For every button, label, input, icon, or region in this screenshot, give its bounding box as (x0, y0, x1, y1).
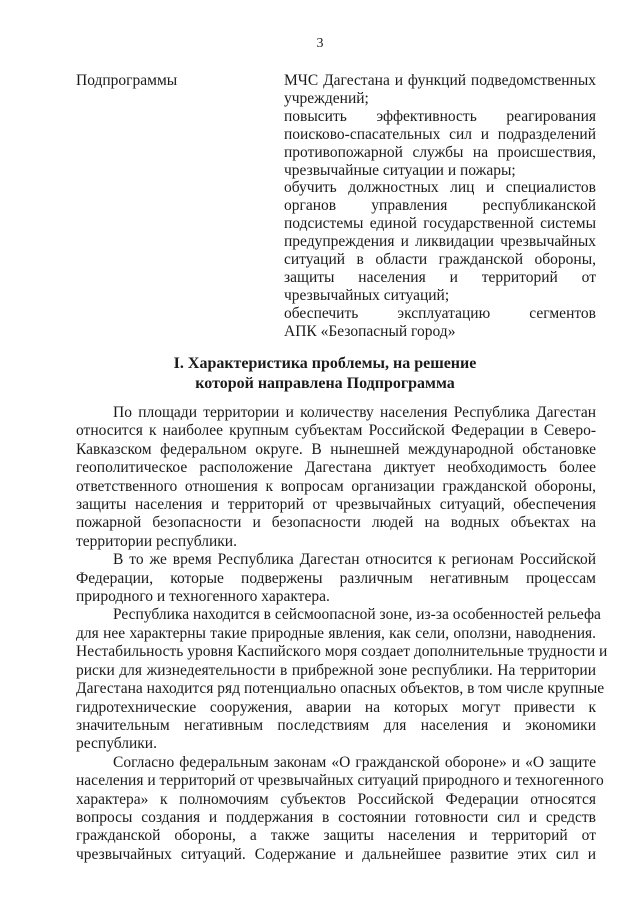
body-line: геополитическое расположение Дагестана диктует необходимость более (76, 459, 596, 477)
page-number: 3 (316, 36, 324, 51)
body-line: относится к наиболее крупным субъектам Российской Федерации в Северо- (76, 422, 596, 440)
body-line: Кавказском федеральном округе. В нынешней международной обстановке (76, 440, 596, 458)
goal-line: АПК «Безопасный город» (284, 322, 456, 340)
goal-line: учреждений; (284, 89, 369, 107)
body-line: По площади территории и количеству населения Республика Дагестан (113, 404, 596, 421)
body-line: природного и техногенного характера. (76, 588, 330, 606)
body-line: для нее характерны такие природные явления, как сели, оползни, наводнения. (76, 624, 596, 642)
goals-column (284, 72, 596, 341)
body-line: республики. (76, 735, 157, 753)
body-text (76, 404, 608, 864)
body-line: Нестабильность уровня Каспийского моря создает дополнительные трудности и (76, 643, 608, 661)
goal-line: обеспечить эксплуатацию сегментов (284, 304, 596, 322)
body-line: гражданской обороны, а также защиты населения и территорий от (76, 827, 596, 845)
goal-line: предупреждения и ликвидации чрезвычайных (284, 233, 596, 251)
goal-line: защиты населения и территорий от (284, 268, 596, 286)
body-line: территории республики. (76, 532, 237, 550)
body-line: Согласно федеральным законам «О гражданской обороне» и «О защите (113, 753, 596, 771)
heading-line-2: которой направлена Подпрограмма (195, 375, 455, 392)
goal-line: противопожарной службы на происшествия, (284, 143, 596, 161)
goal-line: МЧС Дагестана и функций подведомственных (284, 72, 596, 89)
section-label: Подпрограммы (76, 72, 178, 89)
goal-line: органов управления республиканской (284, 197, 596, 215)
body-line: характера» к полномочиям субъектов Российской Федерации относятся (76, 790, 596, 808)
body-line: населения и территорий от чрезвычайных ситуаций природного и техногенного (76, 772, 604, 790)
section-heading (0, 354, 640, 394)
body-line: Федерации, которые подвержены различным негативным процессам (76, 569, 596, 587)
body-line: пожарной безопасности и безопасности людей на водных объектах на (76, 514, 596, 532)
heading-line-1: I. Характеристика проблемы, на решение (173, 355, 477, 372)
body-line: значительным негативным последствиям для населения и экономики (76, 716, 596, 734)
body-line: чрезвычайных ситуаций. Содержание и дальнейшее развитие этих сил и (76, 845, 596, 863)
goal-line: подсистемы единой государственной системы (284, 215, 596, 233)
body-line: защиты населения и территорий от чрезвычайных ситуаций, обеспечения (76, 496, 596, 514)
goal-line: поисково-спасательных сил и подразделений (284, 125, 596, 143)
goal-line: ситуаций в области гражданской обороны, (284, 251, 596, 269)
goal-line: повысить эффективность реагирования (284, 107, 596, 125)
goal-line: обучить должностных лиц и специалистов (284, 179, 596, 197)
goal-line: чрезвычайных ситуаций; (284, 286, 450, 304)
body-line: В то же время Республика Дагестан относится к регионам Российской (113, 551, 596, 569)
body-line: ответственного отношения к вопросам организации гражданской обороны, (76, 477, 596, 495)
body-line: риски для жизнедеятельности в прибрежной зоне республики. На территории (76, 661, 596, 679)
body-line: гидротехнические сооружения, аварии на которых могут привести к (76, 698, 596, 716)
body-line: Республика находится в сейсмоопасной зоне, из-за особенностей рельефа (113, 606, 601, 624)
body-line: вопросы создания и поддержания в состоянии готовности сил и средств (76, 808, 596, 826)
body-line: Дагестана находится ряд потенциально опасных объектов, в том числе крупные (76, 680, 605, 698)
goal-line: чрезвычайные ситуации и пожары; (284, 161, 516, 179)
